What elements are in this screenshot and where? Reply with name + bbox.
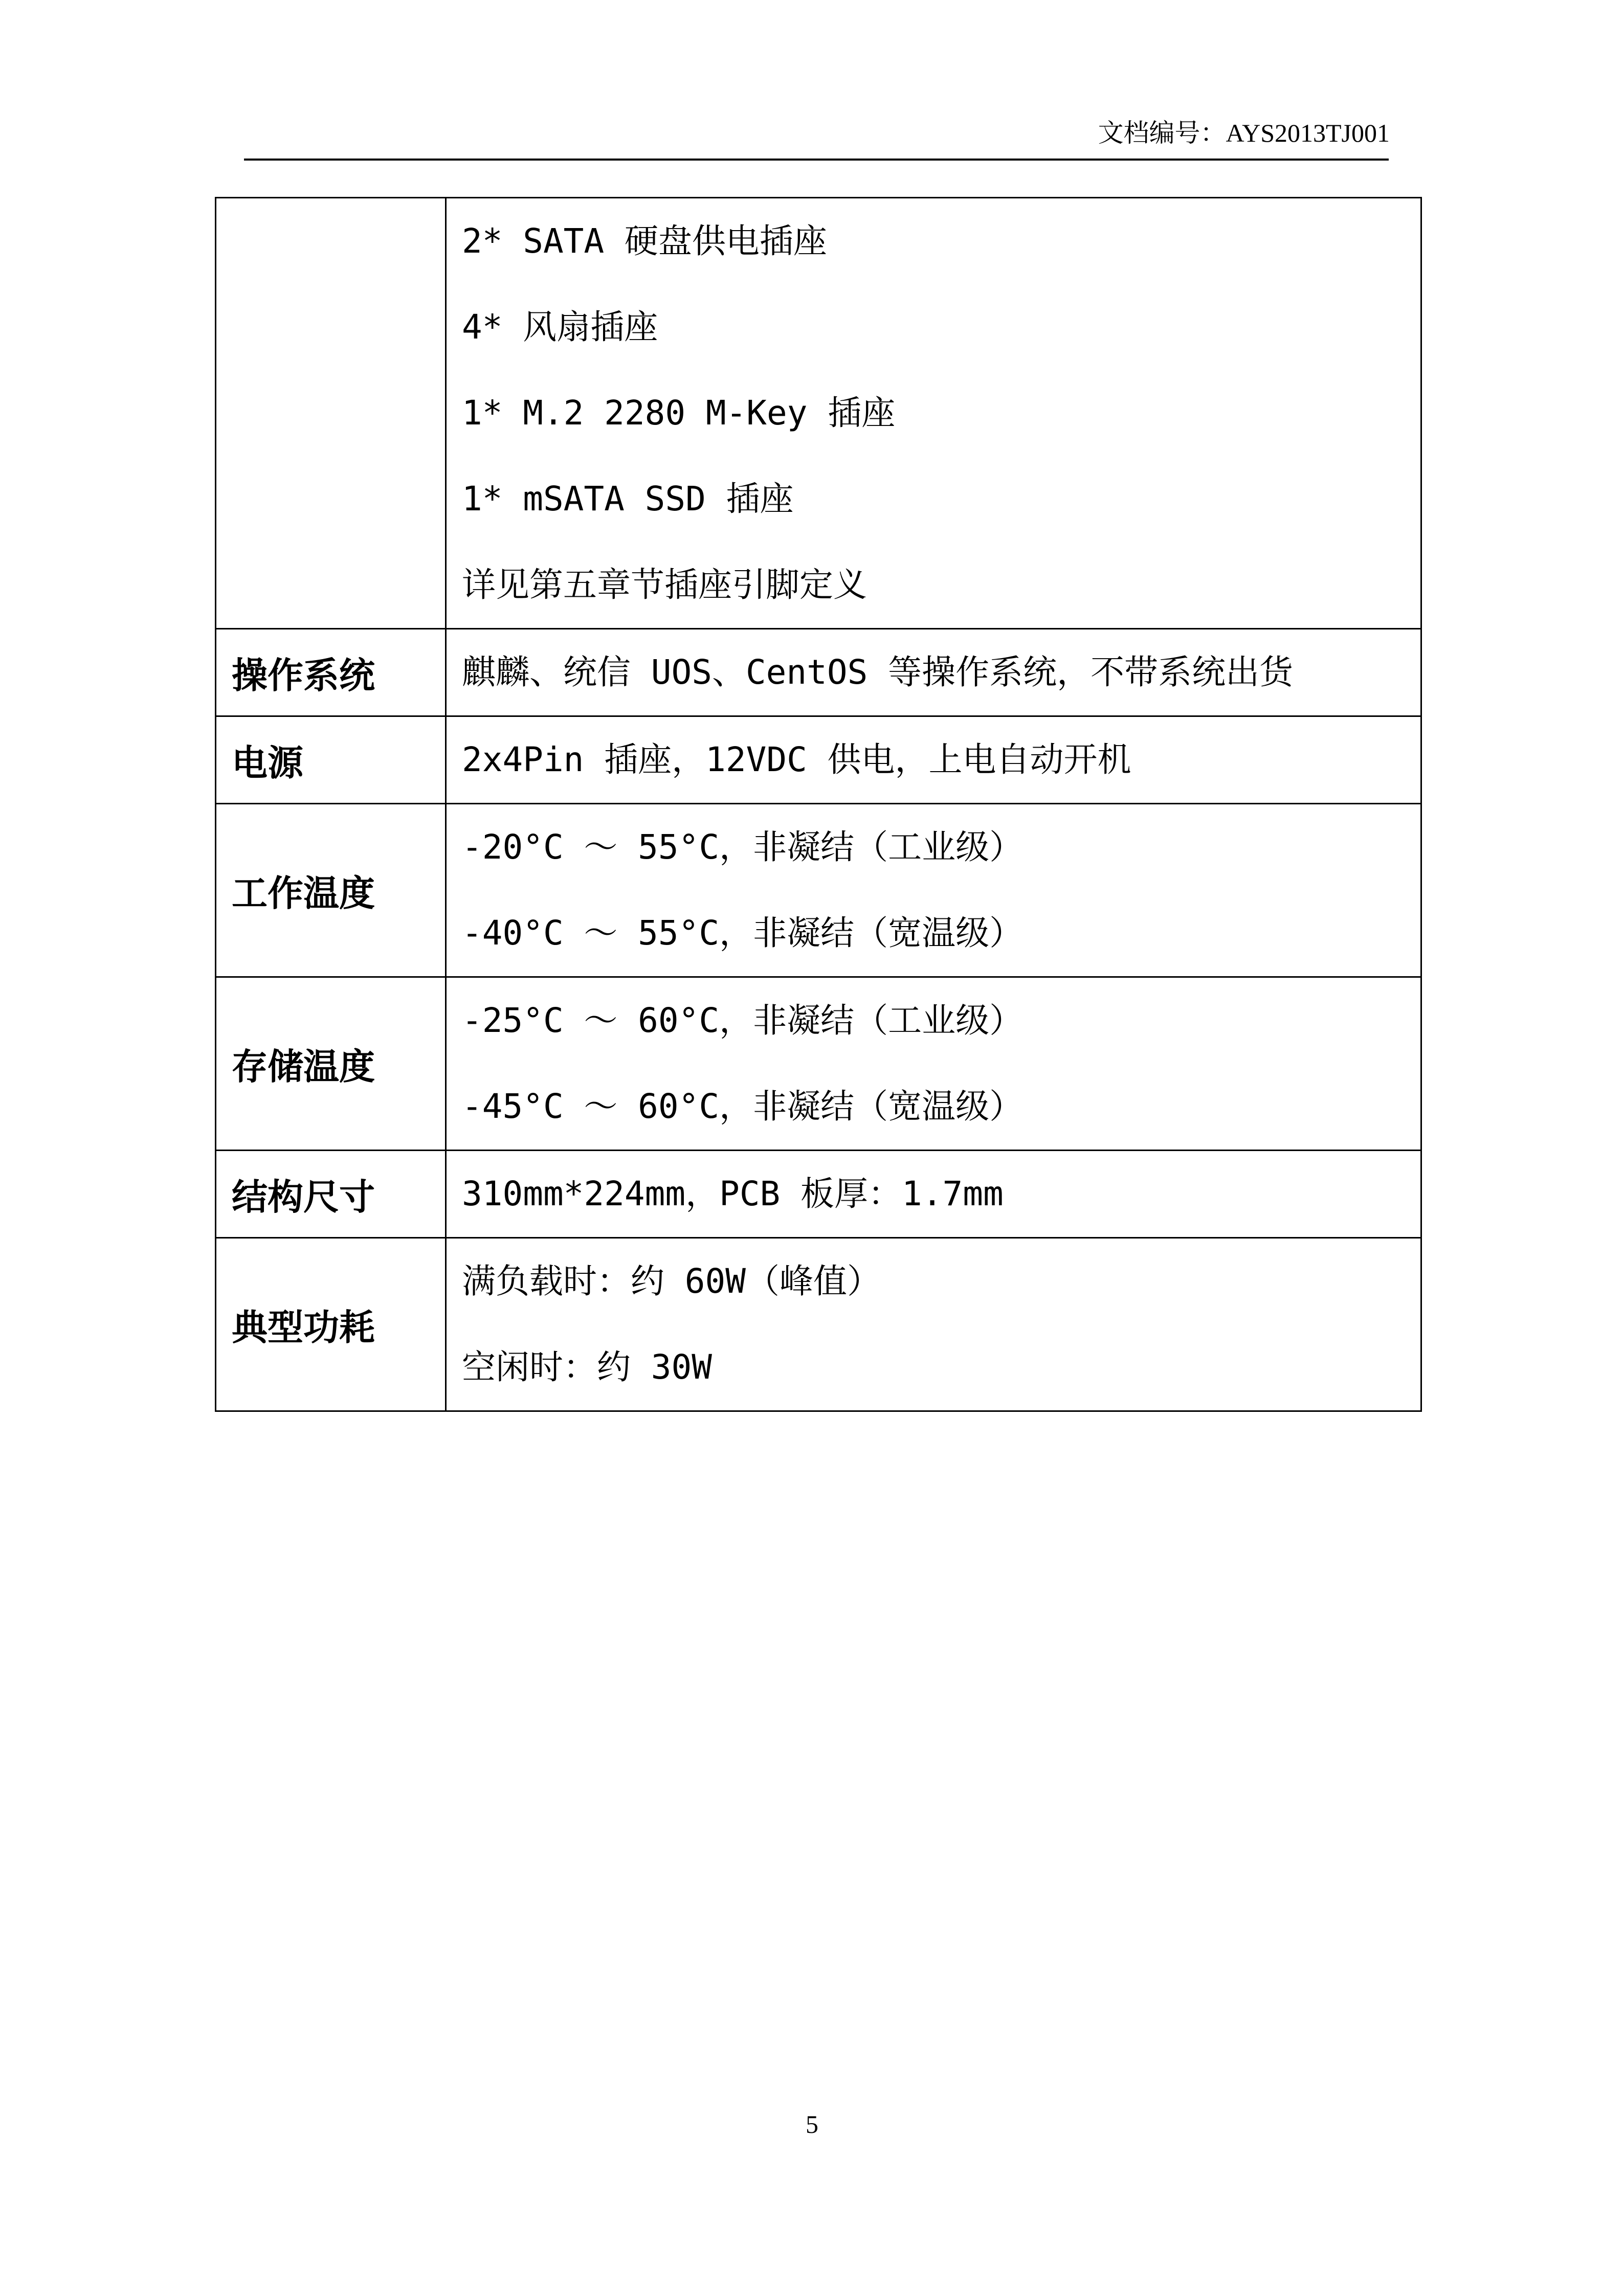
value-line: -20°C ～ 55°C，非凝结（工业级） (462, 827, 1024, 867)
table-row (216, 629, 1421, 716)
value-line: 1* mSATA SSD 插座 (462, 479, 794, 519)
document-number: 文档编号：AYS2013TJ001 (1098, 119, 1390, 147)
value-line: 麒麟、统信 UOS、CentOS 等操作系统，不带系统出货 (462, 652, 1294, 692)
table-row (216, 804, 1421, 977)
row-value (446, 1238, 1421, 1411)
spec-table (215, 197, 1422, 1412)
value-line: 4* 风扇插座 (462, 307, 658, 347)
row-label: 存储温度 (216, 977, 446, 1151)
row-label: 操作系统 (216, 629, 446, 716)
table-row (216, 198, 1421, 629)
row-label: 典型功耗 (216, 1238, 446, 1411)
value-line: 310mm*224mm，PCB 板厚：1.7mm (462, 1174, 1004, 1213)
row-label: 电源 (216, 716, 446, 804)
row-label (216, 198, 446, 629)
row-value (446, 977, 1421, 1151)
row-label: 结构尺寸 (216, 1151, 446, 1238)
value-line: 2x4Pin 插座，12VDC 供电，上电自动开机 (462, 740, 1131, 779)
value-line: -40°C ～ 55°C，非凝结（宽温级） (462, 913, 1024, 953)
header-rule (244, 159, 1389, 161)
table-row (216, 1238, 1421, 1411)
value-line: -25°C ～ 60°C，非凝结（工业级） (462, 1001, 1024, 1040)
row-value (446, 716, 1421, 804)
value-line: 2* SATA 硬盘供电插座 (462, 221, 827, 261)
row-value (446, 1151, 1421, 1238)
row-value (446, 629, 1421, 716)
value-line: 1* M.2 2280 M-Key 插座 (462, 393, 896, 433)
value-line: 详见第五章节插座引脚定义 (462, 565, 867, 604)
value-line: 满负载时：约 60W（峰值） (462, 1262, 881, 1301)
row-value (446, 198, 1421, 629)
page-number: 5 (806, 2110, 818, 2139)
value-line: 空闲时：约 30W (462, 1347, 712, 1387)
table-row (216, 977, 1421, 1151)
table-row (216, 716, 1421, 804)
value-line: -45°C ～ 60°C，非凝结（宽温级） (462, 1087, 1024, 1126)
table-row (216, 1151, 1421, 1238)
row-label: 工作温度 (216, 804, 446, 977)
row-value (446, 804, 1421, 977)
